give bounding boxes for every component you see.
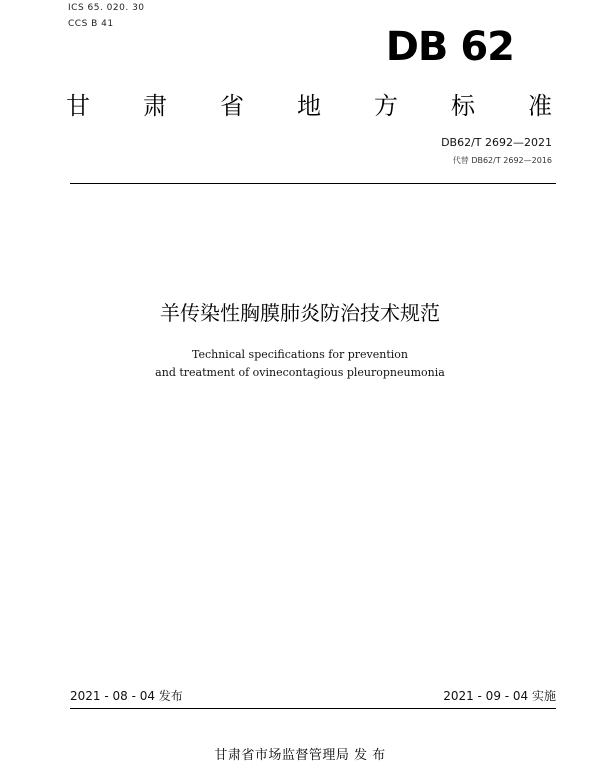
top-divider: [70, 183, 556, 184]
header-char: 省: [220, 92, 244, 120]
replaces-note: 代替 DB62/T 2692—2016: [452, 156, 552, 165]
header-char: 准: [528, 92, 552, 120]
release-date: 2021 - 08 - 04 发布: [70, 689, 183, 703]
ics-code: ICS 65. 020. 30: [68, 3, 145, 13]
ccs-code: CCS B 41: [68, 19, 114, 29]
bottom-divider: [70, 708, 556, 709]
effective-date: 2021 - 09 - 04 实施: [443, 689, 556, 703]
header-title: [66, 86, 552, 121]
header-char: 标: [451, 92, 475, 120]
db-logo: DB 62: [385, 24, 514, 70]
title-english-line1: Technical specifications for prevention: [191, 348, 408, 361]
classification-codes: [68, 0, 145, 32]
header-char: 肃: [143, 92, 167, 120]
header-char: 方: [374, 92, 398, 120]
title-english-line2: and treatment of ovinecontagious pleuropneumonia: [155, 366, 445, 379]
standard-number: DB62/T 2692—2021: [441, 136, 552, 149]
header-char: 甘: [66, 92, 90, 120]
publisher: 甘肃省市场监督管理局 发 布: [214, 748, 386, 763]
header-char: 地: [297, 92, 321, 120]
title-chinese: 羊传染性胸膜肺炎防治技术规范: [160, 301, 440, 325]
